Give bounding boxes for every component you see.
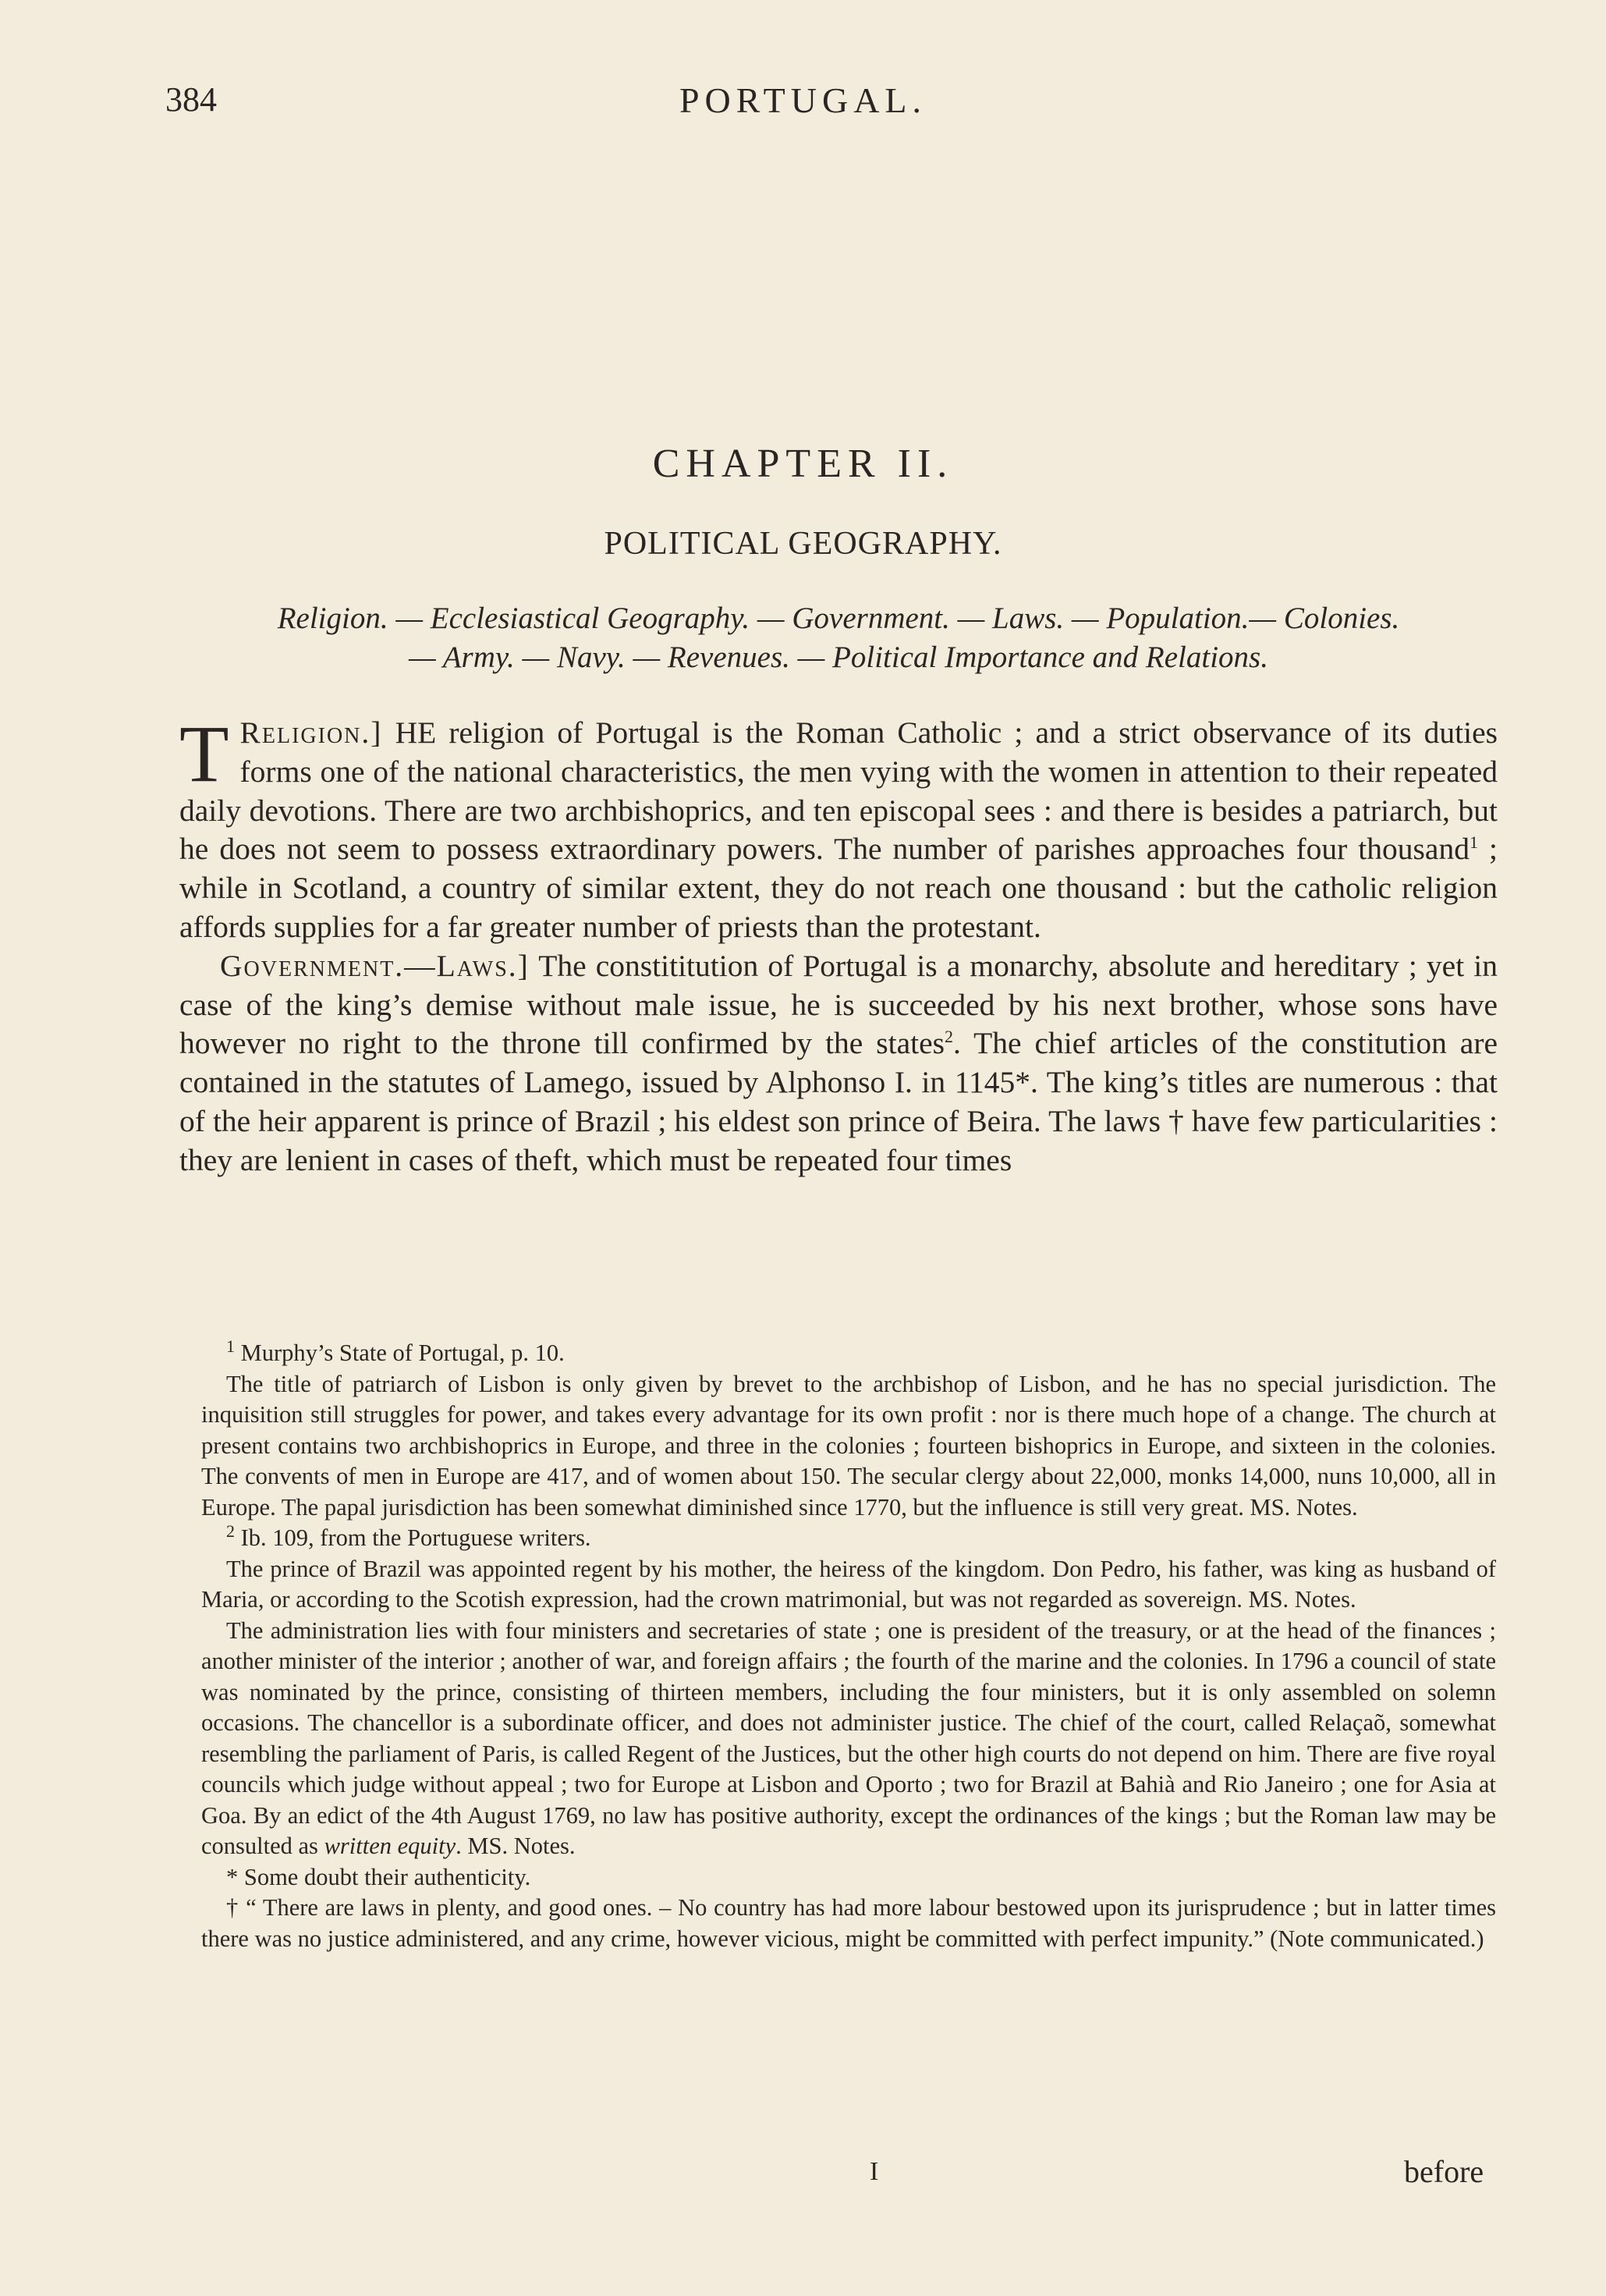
signature-mark: I bbox=[870, 2157, 879, 2186]
footnote-ref-1: 1 bbox=[1469, 832, 1478, 853]
paragraph-religion bbox=[179, 709, 1498, 947]
footnote-2 bbox=[201, 1523, 1496, 1554]
paragraph-text: HE religion of Portugal is the Roman Catholic ; and a strict observance of its duties forms one of the national characteristics, the men vying with the women in attention to their repeated daily devotions. There are two archbishoprics, and ten episcopal sees : and there is besides a patriarch, but he does not seem to possess extraordinary powers. The number of parishes approaches four thousand bbox=[179, 715, 1498, 867]
side-heading-government: Government.—Laws.] bbox=[220, 948, 530, 983]
footnote-1 bbox=[201, 1338, 1496, 1369]
footnote-text: The administration lies with four ministers and secretaries of state ; one is president of the treasury, or at the head of the finances ; another minister of the interior ; another of war, and foreign affairs ; the fourth of the marine and the colonies. In 1796 a council of state was nominated by the prince, consisting of thirteen members, including the four ministers, but it is only assembled on solemn occasions. The chancellor is a subordinate officer, and does not administer justice. The chief of the court, called Relaçaõ, somewhat resembling the parliament of Paris, is called Regent of the Justices, but the other high courts do not depend on him. There are five royal councils which judge without appeal ; two for Europe at Lisbon and Oporto ; two for Brazil at Bahià and Rio Janeiro ; one for Asia at Goa. By an edict of the 4th August 1769, no law has positive authority, except the ordinances of the kings ; but the Roman law may be consulted as bbox=[201, 1616, 1496, 1859]
footnote-dagger: † “ There are laws in plenty, and good ones. – No country has had more labour bestowed upon its jurisprudence ; but in latter times there was no justice administered, and any crime, however vicious, might be committed with perfect impunity.” (Note communicated.) bbox=[201, 1894, 1496, 1952]
page-header bbox=[0, 80, 1606, 134]
page-number: 384 bbox=[165, 80, 217, 119]
contents-line-2: — Army. — Navy. — Revenues. — Political Importance and Relations. bbox=[409, 641, 1268, 674]
drop-cap: T bbox=[179, 709, 229, 799]
chapter-contents bbox=[175, 599, 1501, 677]
chapter-subtitle: POLITICAL GEOGRAPHY. bbox=[604, 526, 1002, 562]
footnote-2-continued: The prince of Brazil was appointed regent by his mother, the heiress of the kingdom. Don Pedro, his father, was king as husband of Maria, or according to the Scotish expression, had the crown matrimonial, but was not regarded as sovereign. MS. Notes. bbox=[201, 1555, 1496, 1613]
running-title: PORTUGAL. bbox=[679, 80, 927, 120]
side-heading-religion: Religion.] bbox=[239, 715, 383, 750]
contents-line-1: Religion. — Ecclesiastical Geography. — Government. — Laws. — Population.— Colonies. bbox=[277, 602, 1400, 635]
catchword: before bbox=[1404, 2154, 1484, 2189]
footnote-1-continued: The title of patriarch of Lisbon is only given by brevet to the archbishop of Lisbon, and he has no special jurisdiction. The inquisition still struggles for power, and takes every advantage for its own profit : nor is there much hope of a change. The church at present contains two archbishoprics in Europe, and three in the colonies ; fourteen bishoprics in Europe, and sixteen in the colonies. The convents of men in Europe are 417, and of women about 150. The secular clergy about 22,000, monks 14,000, nuns 10,000, all in Europe. The papal jurisdiction has been somewhat diminished since 1770, but the influence is still very great. MS. Notes. bbox=[201, 1370, 1496, 1521]
body-text bbox=[179, 709, 1498, 1180]
footnote-mark-2: 2 bbox=[226, 1521, 235, 1541]
footnote-asterisk: * Some doubt their authenticity. bbox=[226, 1863, 531, 1890]
paragraph-text: The constititution of Portugal is a monarchy, absolute and hereditary ; yet in case of the king’s demise without male issue, he is succeeded by his next brother, whose sons have however no right to the throne till confirmed by the states bbox=[179, 948, 1498, 1061]
paragraph-government bbox=[179, 947, 1498, 1180]
footnote-ref-2: 2 bbox=[945, 1027, 954, 1047]
footnote-emphasis: written equity bbox=[324, 1833, 456, 1859]
paragraph-text: ; while in Scotland, a country of similar extent, they do not reach one thousand : but the catholic religion affords supplies for a far greater number of priests than the protestant. bbox=[179, 832, 1498, 944]
footnotes bbox=[201, 1338, 1496, 1954]
footnote-mark-1: 1 bbox=[226, 1336, 235, 1356]
paragraph-text: . The chief articles of the constitution are contained in the statutes of Lamego, issued by Alphonso I. in 1145*. The king’s titles are numerous : that of the heir apparent is prince of Brazil ; his eldest son prince of Beira. The laws † have few particularities : they are lenient in cases of theft, which must be repeated four times bbox=[179, 1026, 1498, 1177]
chapter-title: CHAPTER II. bbox=[652, 442, 954, 486]
footnote-text: . MS. Notes. bbox=[456, 1833, 576, 1859]
footnote-text: Ib. 109, from the Portuguese writers. bbox=[240, 1524, 591, 1551]
footnote-2-administration bbox=[201, 1616, 1496, 1862]
footnote-text: Murphy’s State of Portugal, p. 10. bbox=[240, 1340, 565, 1366]
